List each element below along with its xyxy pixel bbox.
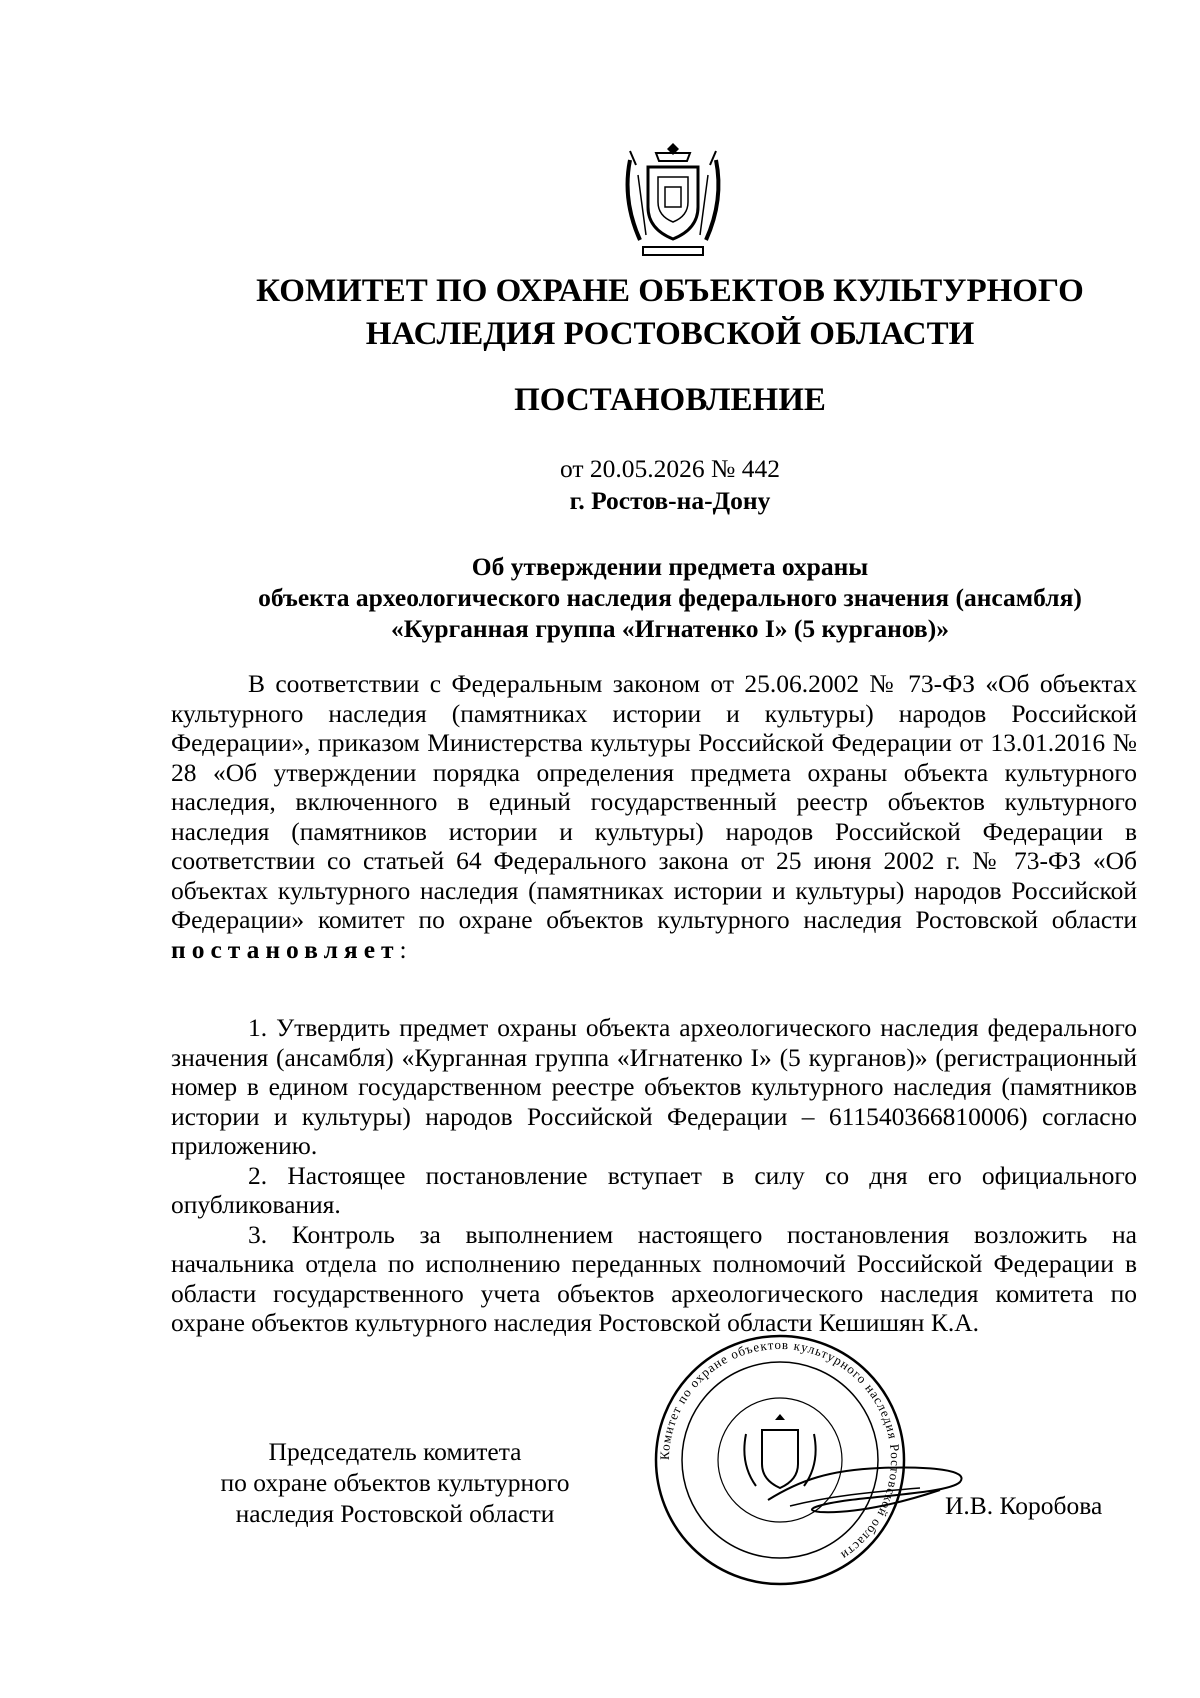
subject-line-1: Об утверждении предмета охраны xyxy=(471,552,869,581)
preamble-section xyxy=(171,669,1137,964)
signatory-title-line-1: Председатель комитета xyxy=(268,1437,522,1466)
organization-name xyxy=(200,270,1140,356)
subject-line-2: объекта археологического наследия федерального значения (ансамбля) xyxy=(258,583,1082,612)
preamble-text: В соответствии с Федеральным законом от 25.06.2002 № 73-ФЗ «Об объектах культурного наследия (памятниках истории и культуры) народов Российской Федерации», приказом Министерства культуры Российской Федерации от 13.01.2016 № 28 «Об утверждении порядка определения предмета охраны объекта культурного наследия, включенного в единый государственный реестр объектов культурного наследия (памятников истории и культуры) народов Российской Федерации в соответствии со статьей 64 Федерального закона от 25 июня 2002 г. № 73-ФЗ «Об объектах культурного наследия (памятниках истории и культуры) народов Российской Федерации» комитет по охране объектов культурного наследия Ростовской области xyxy=(171,669,1137,934)
org-name-line-1: КОМИТЕТ ПО ОХРАНЕ ОБЪЕКТОВ КУЛЬТУРНОГО xyxy=(256,273,1084,309)
city: г. Ростов-на-Дону xyxy=(569,486,771,515)
decree-word: постановляет xyxy=(171,934,400,964)
subject-line-3: «Курганная группа «Игнатенко I» (5 курганов)» xyxy=(391,614,949,643)
resolution-item-1: 1. Утвердить предмет охраны объекта археологического наследия федерального значения (ансамбля) «Курганная группа «Игнатенко I» (5 курганов)» (регистрационный номер в едином государственном реестре объектов культурного наследия (памятников истории и культуры) народов Российской Федерации – 611540366810006) согласно приложению. xyxy=(171,1013,1137,1160)
preamble-paragraph xyxy=(171,669,1137,964)
decree-colon: : xyxy=(399,934,407,964)
seal-text: Комитет по охране объектов культурного наследия Ростовской области xyxy=(656,1336,904,1564)
document-subject xyxy=(160,551,1180,644)
signatory-title-line-2: по охране объектов культурного xyxy=(220,1468,570,1497)
signatory-title xyxy=(160,1436,630,1529)
resolution-item-3: 3. Контроль за выполнением настоящего постановления возложить на начальника отдела по исполнению переданных полномочий Российской Федерации в области государственного учета объектов археологического наследия комитета по охране объектов культурного наследия Ростовской области Кешишян К.А. xyxy=(171,1219,1137,1337)
signatory-name: И.В. Коробова xyxy=(945,1491,1103,1520)
coat-of-arms-emblem xyxy=(618,135,728,265)
date-and-number: от 20.05.2026 № 442 xyxy=(559,454,780,483)
resolution-items xyxy=(171,1013,1137,1338)
org-name-line-2: НАСЛЕДИЯ РОСТОВСКОЙ ОБЛАСТИ xyxy=(365,316,975,352)
resolution-item-2: 2. Настоящее постановление вступает в силу со дня его официального опубликования. xyxy=(171,1160,1137,1219)
signatory-title-line-3: наследия Ростовской области xyxy=(235,1499,555,1528)
document-type-title: ПОСТАНОВЛЕНИЕ xyxy=(514,382,826,418)
